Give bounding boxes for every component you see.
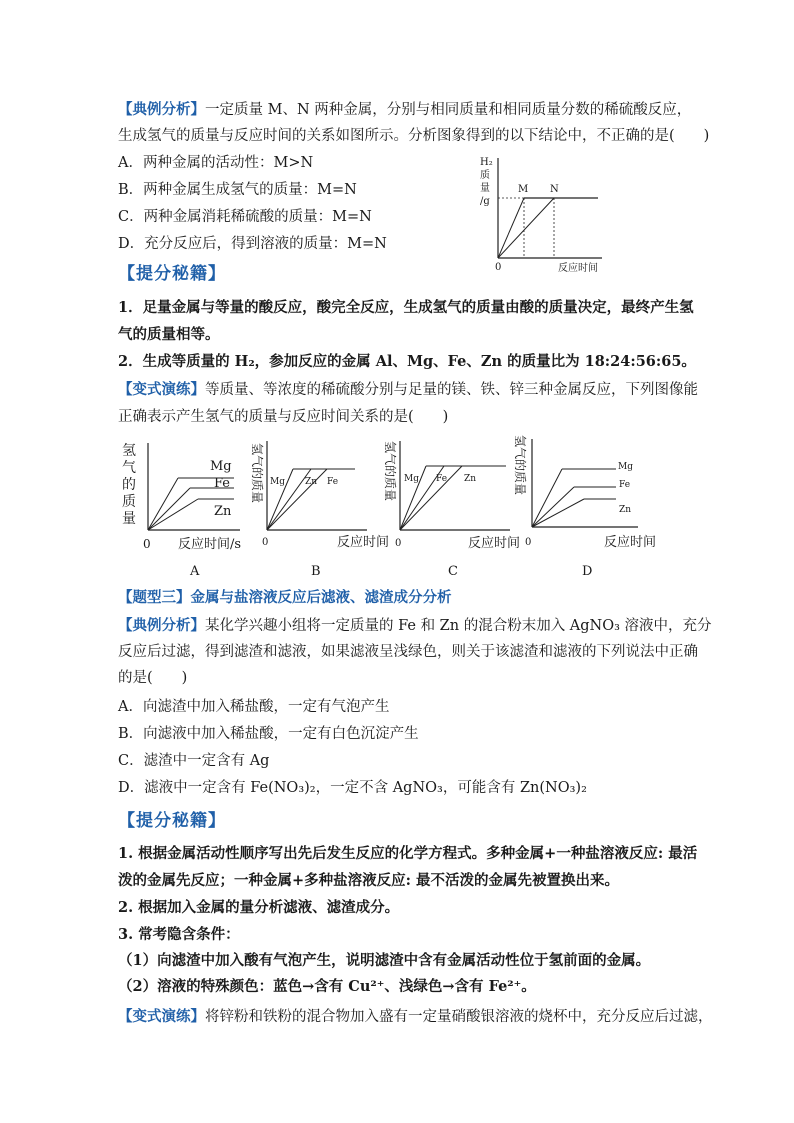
tip2-line-1: 1. 根据金属活动性顺序写出先后发生反应的化学方程式。多种金属+一种盐溶液反应: 最活 <box>118 845 698 862</box>
example-2-option-b: B．向滤液中加入稀盐酸，一定有白色沉淀产生 <box>118 726 419 742</box>
example-2-line-1: 【典例分析】某化学兴趣小组将一定质量的 Fe 和 Zn 的混合粉末加入 AgNO₃ 溶液中，充分 <box>118 617 712 634</box>
example-1-line-2: 生成氢气的质量与反应时间的关系如图所示。分析图象得到的以下结论中，不正确的是( ) <box>118 128 710 144</box>
graph-c <box>378 435 521 580</box>
option-b: B．两种金属生成氢气的质量：M=N <box>118 182 357 198</box>
svg-text:量: 量 <box>122 511 136 527</box>
svg-text:反应时间: 反应时间 <box>468 536 521 551</box>
svg-text:质: 质 <box>122 494 136 510</box>
graph-d <box>508 435 658 580</box>
example-2-line-3: 的是( ) <box>118 670 188 686</box>
svg-text:反应时间: 反应时间 <box>604 535 657 550</box>
svg-text:/g: /g <box>480 196 490 207</box>
svg-text:质: 质 <box>480 170 490 181</box>
svg-text:反应时间: 反应时间 <box>337 535 390 550</box>
svg-text:氢气的质量: 氢气的质量 <box>250 443 264 504</box>
variant-1-line-1: 【变式演练】等质量、等浓度的稀硫酸分别与足量的镁、铁、锌三种金属反应，下列图像能 <box>118 381 698 398</box>
example-2-option-d: D．滤液中一定含有 Fe(NO₃)₂，一定不含 AgNO₃，可能含有 Zn(NO₃)₂ <box>118 780 587 796</box>
svg-text:Mg: Mg <box>618 462 633 472</box>
svg-text:M: M <box>518 184 529 195</box>
tip-1-line-1: 1．足量金属与等量的酸反应，酸完全反应，生成氢气的质量由酸的质量决定，最终产生氢 <box>118 299 694 316</box>
svg-text:反应时间: 反应时间 <box>558 263 598 274</box>
example-2-line-2: 反应后过滤，得到滤渣和滤液，如果滤液呈浅绿色，则关于该滤渣和滤液的下列说法中正确 <box>118 644 698 660</box>
graph-a <box>118 435 258 580</box>
tip-1-line-2: 气的质量相等。 <box>118 326 220 343</box>
svg-text:Mg: Mg <box>404 474 419 484</box>
svg-text:量: 量 <box>480 183 490 194</box>
example-2-option-a: A．向滤渣中加入稀盐酸，一定有气泡产生 <box>118 699 390 715</box>
svg-text:Mg: Mg <box>210 459 232 474</box>
svg-text:B: B <box>311 564 321 579</box>
svg-text:D: D <box>582 564 593 579</box>
variant-tag-2: 【变式演练】 <box>118 1008 205 1025</box>
svg-text:0: 0 <box>525 537 532 548</box>
tips-title-1: 【提分秘籍】 <box>118 264 226 284</box>
svg-text:Zn: Zn <box>214 504 232 519</box>
hydrogen-mass-graph-mn <box>470 150 610 278</box>
variant-tag: 【变式演练】 <box>118 381 205 398</box>
svg-text:H₂: H₂ <box>480 157 493 168</box>
svg-text:氢气的质量: 氢气的质量 <box>383 441 397 502</box>
svg-text:0: 0 <box>495 262 502 273</box>
option-c: C．两种金属消耗稀硫酸的质量：M=N <box>118 209 372 225</box>
tip2-line-6: （2）溶液的特殊颜色：蓝色→含有 Cu²⁺、浅绿色→含有 Fe²⁺。 <box>118 978 536 995</box>
svg-text:Mg: Mg <box>270 477 285 487</box>
svg-text:0: 0 <box>262 537 269 548</box>
svg-text:的: 的 <box>122 477 136 493</box>
example-2-option-c: C．滤渣中一定含有 Ag <box>118 753 270 769</box>
svg-text:Fe: Fe <box>619 480 631 490</box>
variant-2-line-1: 【变式演练】将锌粉和铁粉的混合物加入盛有一定量硝酸银溶液的烧杯中，充分反应后过滤， <box>118 1008 713 1025</box>
svg-text:Zn: Zn <box>464 474 477 484</box>
svg-text:氢: 氢 <box>122 443 136 459</box>
svg-text:Zn: Zn <box>305 477 318 487</box>
example-tag: 【典例分析】 <box>118 101 205 118</box>
svg-text:N: N <box>550 184 559 195</box>
svg-text:C: C <box>448 564 458 579</box>
question-type-3-title: 【题型三】金属与盐溶液反应后滤液、滤渣成分分析 <box>118 589 452 606</box>
example-tag-2: 【典例分析】 <box>118 617 205 634</box>
tip2-line-5: （1）向滤渣中加入酸有气泡产生，说明滤渣中含有金属活动性位于氢前面的金属。 <box>118 952 651 969</box>
svg-text:Fe: Fe <box>214 476 231 491</box>
tip2-line-2: 泼的金属先反应；一种金属+多种盐溶液反应: 最不活泼的金属先被置换出来。 <box>118 872 620 889</box>
tips-title-2: 【提分秘籍】 <box>118 811 226 831</box>
svg-text:Zn: Zn <box>619 505 632 515</box>
svg-text:Fe: Fe <box>436 474 448 484</box>
svg-text:Fe: Fe <box>327 477 339 487</box>
svg-text:氢气的质量: 氢气的质量 <box>513 435 527 496</box>
option-d: D．充分反应后，得到溶液的质量：M=N <box>118 236 387 252</box>
svg-text:A: A <box>190 564 200 579</box>
svg-text:气: 气 <box>122 460 136 476</box>
graph-b <box>245 435 390 580</box>
option-a: A．两种金属的活动性：M>N <box>118 155 314 171</box>
svg-text:0: 0 <box>395 538 402 549</box>
tip2-line-4: 3. 常考隐含条件： <box>118 926 240 943</box>
svg-text:反应时间/s: 反应时间/s <box>178 537 242 552</box>
variant-1-line-2: 正确表示产生氢气的质量与反应时间关系的是( ) <box>118 409 449 425</box>
tip-2-line: 2．生成等质量的 H₂，参加反应的金属 Al、Mg、Fe、Zn 的质量比为 18:24:56:65。 <box>118 353 696 370</box>
example-1-line-1: 【典例分析】一定质量 M、N 两种金属，分别与相同质量和相同质量分数的稀硫酸反应， <box>118 101 692 118</box>
svg-text:0: 0 <box>143 537 151 551</box>
tip2-line-3: 2. 根据加入金属的量分析滤液、滤渣成分。 <box>118 899 400 916</box>
